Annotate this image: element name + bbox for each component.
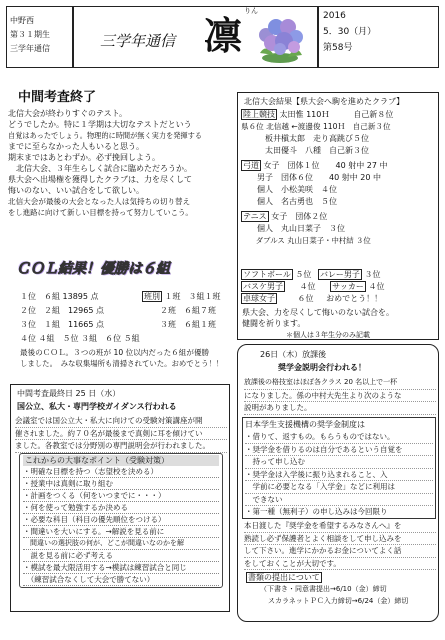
club-tag: ソフトボール (243, 270, 291, 279)
rule-item: できない (245, 494, 433, 507)
scholarship-intro (244, 377, 436, 415)
tip-item: （練習試合なくして大会で勝てない） (23, 574, 219, 586)
col-ranks (20, 291, 140, 344)
deadline-item: スカラネットＰＣ入力締切→6/24（金）締切 (268, 597, 409, 605)
clubs-message: 県大会、力を尽くして悔いのない試合を。 (242, 308, 394, 317)
club-place: ３位 (364, 270, 381, 279)
grade-class: 第３１期生 (10, 30, 50, 39)
club-tag: 弓道 (243, 161, 259, 170)
club-place: ５位 (295, 270, 312, 279)
col-rank: ４位 ４組 ５位 ３組 ６位 ５組 (20, 334, 140, 343)
rule-item: 持って申し込む (245, 456, 433, 469)
newsletter-name: 三学年通信 (100, 32, 176, 50)
rule-item: 学前に必要となる「入学金」などに利用は (245, 481, 433, 494)
clubs-section (237, 92, 439, 340)
header-info-cell (6, 6, 73, 68)
club-place: ４位 (299, 282, 316, 291)
newsletter-label: 三学年通信 (10, 44, 50, 53)
rule-item: ・奨学金は入学後に振り込まれること、入 (245, 469, 433, 482)
tip-item: ・何を使って勉強するか決める (23, 502, 219, 514)
club-tag: 陸上競技 (243, 110, 275, 119)
tips-box (19, 453, 223, 588)
exam-line: 北信大会が終わりすぐのテスト。 (8, 109, 127, 118)
guidance-heading: 中間考査最終日 25 日（水） (17, 389, 121, 398)
col-rank: ２位 ２組 12965 点 (20, 306, 104, 315)
scholarship-date: 26日（木）放課後 (260, 350, 327, 359)
club-result: 県６位 北信越 ←渡邊俊 110Ｈ 自己新３位 (241, 122, 391, 131)
clubs-grid (241, 269, 437, 305)
club-tag: バレー男子 (319, 270, 360, 279)
exam-line: 県大会へ出場権を獲得したクラブは、力を尽くして (8, 175, 192, 184)
col-section (6, 256, 234, 368)
club-result: 太田優斗 八種 自己新３位 (241, 146, 369, 155)
col-rank: ３位 １組 11665 点 (20, 320, 104, 329)
rule-item: ・奨学金を借りるのは自分であるという自覚を (245, 444, 433, 457)
clubs-note: ＊個人は３年生分のみ記載 (286, 331, 370, 339)
tip-item: ・授業中は真剣に取り組む (23, 478, 219, 490)
guidance-section (10, 384, 230, 612)
club-tag: 卓球女子 (243, 294, 275, 303)
scholarship-line: 説明がありました。 (244, 402, 436, 415)
club-result: 太田惟 110Ｈ 自己新８位 (279, 110, 394, 119)
exam-line: 北信大会が最後の大会となった人は気持ちの切り替え (8, 197, 191, 206)
tip-item: ・模試を最大限活用する→模試は練習試合と同じ (23, 562, 219, 574)
exam-line: 悔いのない、いい試合をして欲しい。 (8, 186, 144, 195)
congrats-text: おめでとう！！ (326, 294, 383, 303)
club-result: 男子 団体６位 40 射中 20 中 (241, 173, 381, 182)
header-date-cell (318, 6, 439, 68)
tip-item: ・間違いを大いにする。→解説を見る前に (23, 526, 219, 538)
title-kanji: 凛 (204, 13, 243, 58)
club-result: 女子 団体２位 (271, 212, 328, 221)
scholarship-paragraph (244, 520, 436, 570)
clubs-title: 北信大会結果【県大会へ駒を進めたクラブ】 (244, 97, 405, 106)
guidance-line: 会議室では国公立大・私大に向けての受験対策講座が開 (15, 415, 227, 428)
col-comment: 最後のＣＯＬ。３つの班が 10 位以内だった６組が優勝 (20, 348, 210, 357)
scholarship-section (237, 344, 439, 622)
team-label: 班別 (144, 292, 160, 301)
date: 5．30（月） (323, 27, 377, 37)
club-result: 女子 団体１位 40 射中 27 中 (263, 161, 388, 170)
guidance-paragraph (15, 415, 227, 453)
tip-item: ・明確な目標を持つ（志望校を決める） (23, 466, 219, 478)
rules-title: 日本学生支援機構の奨学金制度は (245, 420, 365, 429)
exam-line: 期末まではあとわずか。必ず挽回しよう。 (8, 153, 160, 162)
clubs-results (241, 109, 393, 246)
col-team-ranks (142, 291, 221, 330)
scholarship-line: になりました。係の中村大先生より次のような (244, 390, 436, 403)
deadline-title: 書類の提出について (248, 573, 320, 582)
rule-item: ・借りて、返すもの。もらうものではない。 (245, 431, 433, 444)
exam-line: どうでしたか。特に１学期は大切なテストだという (8, 120, 192, 129)
club-place: ４位 (368, 282, 385, 291)
exam-line: までに至らなかった人もいると思う。 (8, 142, 144, 151)
deadline-item: （下書き・同意書提出→6/10（金）締切 (260, 585, 387, 593)
team-rank: ２班 ６組７班 (160, 306, 216, 315)
school-name: 中野西 (10, 16, 34, 25)
team-rank: １班 ３組１班 (164, 292, 221, 301)
col-title: ＣＯＬ結果！優勝は６組 (16, 261, 170, 277)
club-result: 個人 名古勇也 ５位 (241, 197, 337, 206)
scholarship-title: 奨学金説明会行われる！ (278, 363, 366, 372)
exam-line: をし進路に向けて新しい目標を持って努力していこう。 (8, 208, 193, 217)
scholarship-line: 熟読し必ず保護者とよく相談をして申し込みを (244, 533, 436, 546)
tip-item: ・計画をつくる（何をいつまでに・・・） (23, 490, 219, 502)
club-tag: バスケ男子 (243, 282, 283, 291)
hydrangea-illustration (252, 13, 310, 65)
scholarship-rules-box (242, 417, 436, 519)
tips-title: これからの大事なポイント（受験対策） (23, 455, 219, 466)
tip-item: 説を見る前に必ず考える (23, 550, 219, 562)
exam-section (6, 82, 234, 254)
exam-body (8, 108, 232, 218)
club-result: 個人 丸山日菜子 ３位 (241, 224, 345, 233)
club-result: 個人 小松美咲 ４位 (241, 185, 337, 194)
header-title-cell (73, 6, 318, 68)
tips-list (23, 466, 219, 586)
clubs-message: 健闘を祈ります。 (242, 319, 306, 328)
scholarship-line: 放課後の格技室はほぼ各クラス 20 名以上で一杯 (244, 377, 436, 390)
scholarship-line: して下さい。進学にかかるお金についてよく話 (244, 545, 436, 558)
col-comment: しました。 みな収集場所も清掃されていた。おめでとう！！ (20, 359, 224, 368)
issue-number: 第58号 (323, 43, 353, 53)
tip-item: 間違いの選択肢の何が、どこが間違いなのかを解 (23, 538, 219, 550)
year: 2016 (323, 11, 346, 21)
club-result: ダブルス 丸山日菜子・中村結 ３位 (241, 236, 371, 245)
guidance-title: 国公立、私大・専門学校ガイダンス行われる (17, 402, 177, 411)
club-result: 板井槇太郎 走り高跳び５位 (241, 134, 369, 143)
tip-item: ・必要な科目（科目の優先順位をつける） (23, 514, 219, 526)
scholarship-line: 本日渡した『奨学金を希望するみなさんへ』を (244, 520, 436, 533)
title-ruby: りん (244, 7, 258, 15)
rule-item: ・第一種（無利子）の申し込みは今回限り (245, 507, 388, 516)
exam-line: 自覚はあったでしょう。物理的に時間が無く実力を発揮する (8, 131, 202, 140)
club-tag: サッカー (332, 282, 364, 291)
club-place: ６位 (297, 294, 314, 303)
team-rank: ３班 ６組１班 (160, 320, 216, 329)
exam-title: 中間考査終了 (18, 90, 97, 105)
guidance-line: ました。各教室では分野別の専門説明会が行われました。 (15, 440, 227, 453)
club-tag: テニス (243, 212, 267, 221)
scholarship-line: をしておくことが大切です。 (244, 558, 436, 571)
exam-line: 北信大会、３年生らしく試合に臨めただろうか。 (8, 164, 192, 173)
col-rank: １位 ６組 13895 点 (20, 292, 99, 301)
guidance-line: 催されました。約７０名が最後まで真剣に耳を傾けてい (15, 428, 227, 441)
